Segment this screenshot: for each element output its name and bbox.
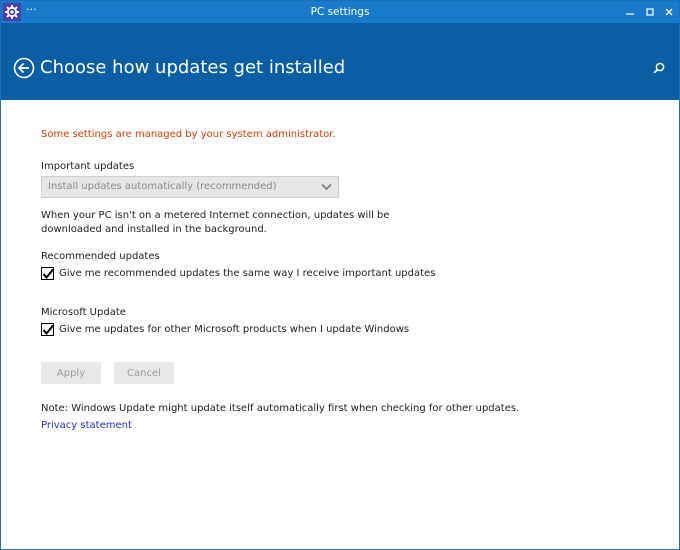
microsoft-update-checkbox-label: Give me updates for other Microsoft products when I update Windows — [59, 323, 410, 335]
important-updates-dropdown[interactable] — [41, 176, 339, 198]
app-commands-menu[interactable]: ··· — [26, 3, 37, 16]
recommended-updates-label: Recommended updates — [41, 251, 160, 262]
close-button[interactable] — [658, 1, 680, 23]
windows-update-note: Note: Windows Update might update itself automatically first when checking for other updates. — [41, 403, 520, 414]
microsoft-update-label: Microsoft Update — [41, 307, 126, 318]
search-button[interactable] — [651, 60, 667, 76]
privacy-statement-link[interactable]: Privacy statement — [41, 420, 132, 431]
microsoft-update-option[interactable] — [41, 322, 409, 336]
page-title: Choose how updates get installed — [40, 57, 346, 78]
page-header — [1, 23, 679, 100]
close-icon — [664, 7, 674, 17]
back-button[interactable] — [13, 57, 35, 79]
recommended-updates-checkbox-label: Give me recommended updates the same way I receive important updates — [59, 267, 436, 279]
minimize-icon — [625, 7, 635, 17]
admin-managed-notice: Some settings are managed by your system administrator. — [41, 129, 336, 140]
apply-button[interactable]: Apply — [41, 362, 101, 384]
checkmark-icon — [41, 322, 56, 337]
chevron-down-icon — [321, 183, 332, 191]
title-bar[interactable] — [1, 1, 679, 23]
recommended-updates-checkbox[interactable] — [41, 267, 54, 280]
search-icon — [651, 60, 667, 76]
window-title: PC settings — [310, 6, 370, 18]
important-updates-label: Important updates — [41, 161, 135, 172]
recommended-updates-option[interactable] — [41, 266, 435, 280]
cancel-button[interactable]: Cancel — [114, 362, 174, 384]
microsoft-update-checkbox[interactable] — [41, 323, 54, 336]
back-arrow-icon — [13, 57, 35, 79]
maximize-icon — [645, 7, 655, 17]
important-updates-description: When your PC isn't on a metered Internet connection, updates will be downloaded and installed in the background. — [41, 210, 390, 235]
checkmark-icon — [41, 266, 56, 281]
important-updates-selected: Install updates automatically (recommended) — [48, 181, 277, 192]
minimize-button[interactable] — [619, 1, 641, 23]
